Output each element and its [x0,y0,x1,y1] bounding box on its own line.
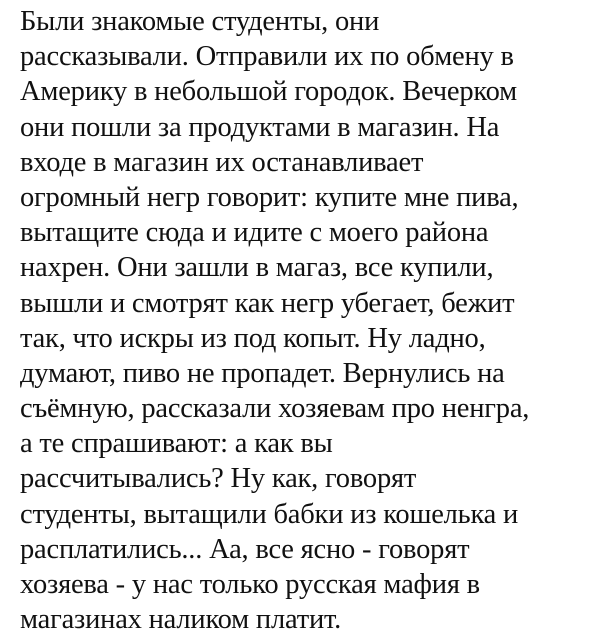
text-line: Америку в небольшой городок. Вечерком [20,76,517,108]
text-line: рассчитывались? Ну как, говорят [20,463,417,495]
text-line: вышли и смотрят как негр убегает, бежит [20,287,515,319]
story-text [20,4,600,637]
text-line: Были знакомые студенты, они [20,6,380,37]
text-line: нахрен. Они зашли в магаз, все купили, [20,252,494,284]
text-line: а те спрашивают: а как вы [20,428,333,460]
text-line: расплатились... Аа, все ясно - говорят [20,533,470,565]
text-line: рассказывали. Отправили их по обмену в [20,41,514,73]
text-line: они пошли за продуктами в магазин. На [20,111,500,143]
text-line: вытащите сюда и идите с моего района [20,217,489,249]
text-line: огромный негр говорит: купите мне пива, [20,181,519,213]
text-line: хозяева - у нас только русская мафия в [20,569,480,600]
text-line: думают, пиво не пропадет. Вернулись на [20,357,505,389]
text-line: студенты, вытащили бабки из кошелька и [20,498,519,530]
text-line: съёмную, рассказали хозяевам про ненгра, [20,393,530,425]
text-line: входе в магазин их останавливает [20,146,424,178]
text-line: так, что искры из под копыт. Ну ладно, [20,322,486,354]
text-line: магазинах наликом платит. [20,604,342,636]
